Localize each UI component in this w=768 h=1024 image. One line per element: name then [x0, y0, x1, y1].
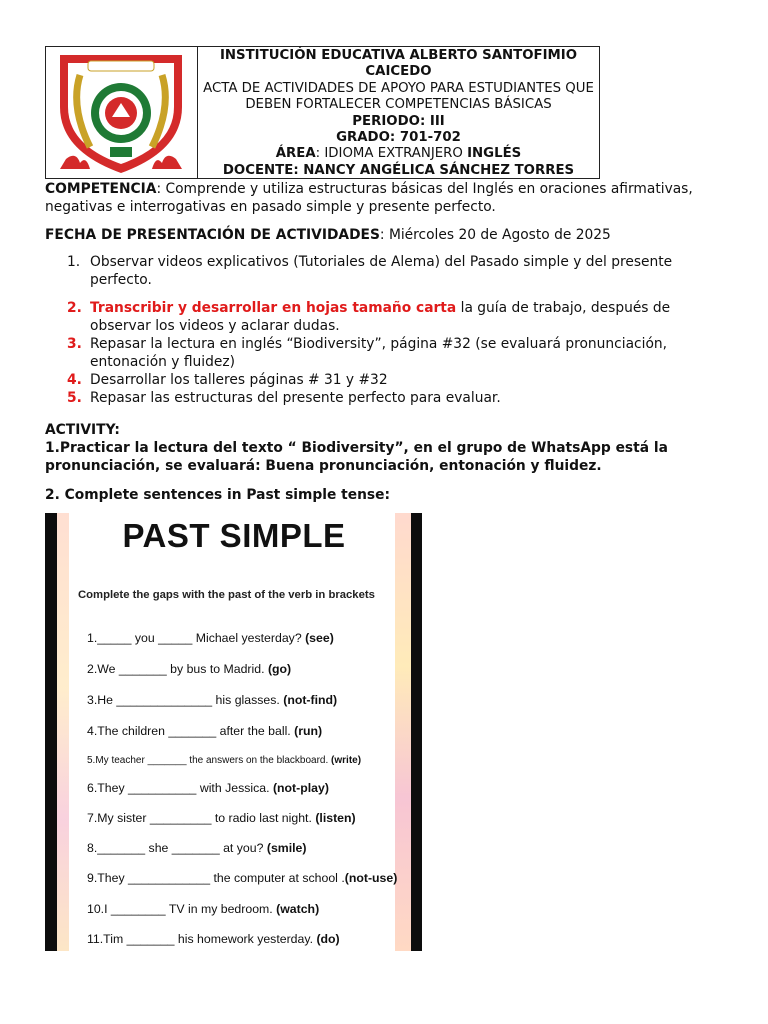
worksheet-item: 3.He ______________ his glasses. (not-find) — [87, 693, 338, 707]
worksheet-item: 10.I ________ TV in my bedroom. (watch) — [87, 902, 320, 916]
task-list — [45, 253, 705, 407]
school-logo-cell — [46, 47, 198, 178]
document-header — [45, 46, 600, 179]
docente-line: DOCENTE: NANCY ANGÉLICA SÁNCHEZ TORRES — [222, 162, 575, 178]
periodo-line: PERIODO: III — [352, 113, 445, 129]
worksheet-item: 9.They ____________ the computer at school .(not-use) — [87, 871, 398, 885]
area-line: ÁREA: IDIOMA EXTRANJERO INGLÉS — [275, 146, 522, 162]
worksheet-page — [57, 513, 411, 951]
task-item: 5. Repasar las estructuras del presente perfecto para evaluar. — [67, 390, 501, 406]
header-text — [198, 47, 599, 179]
worksheet-title: PAST SIMPLE — [122, 517, 346, 554]
institution-name: INSTITUCIÓN EDUCATIVA ALBERTO SANTOFIMIO CAICEDO — [219, 48, 578, 80]
worksheet-item: 2.We _______ by bus to Madrid. (go) — [87, 662, 292, 676]
worksheet-item: 7.My sister _________ to radio last night. (listen) — [87, 811, 356, 825]
worksheet-item: 1._____ you _____ Michael yesterday? (see) — [87, 631, 334, 645]
activity-item-1: 1.Practicar la lectura del texto “ Biodiversity”, en el grupo de WhatsApp está la pronunciación, se evaluará: Buena pronunciación, entonación y fluidez. — [45, 440, 668, 474]
worksheet-item: 11.Tim _______ his homework yesterday. (do) — [87, 932, 340, 946]
task-item: 3. Repasar la lectura en inglés “Biodiversity”, página #32 (se evaluará pronunciación, entonación y fluidez) — [67, 336, 668, 370]
school-crest-logo — [46, 47, 196, 177]
task-item: 2. Transcribir y desarrollar en hojas tamaño carta la guía de trabajo, después de observar los videos y aclarar dudas. — [67, 300, 671, 334]
task-item: 4. Desarrollar los talleres páginas # 31 y #32 — [67, 372, 388, 388]
competencia-paragraph: COMPETENCIA: Comprende y utiliza estructuras básicas del Inglés en oraciones afirmativas, negativas e interrogativas en pasado simple y presente perfecto. — [45, 181, 693, 215]
acta-title: ACTA DE ACTIVIDADES DE APOYO PARA ESTUDIANTES QUE DEBEN FORTALECER COMPETENCIAS BÁSICAS — [203, 80, 594, 113]
worksheet-item: 5.My teacher _______ the answers on the blackboard. (write) — [87, 755, 362, 766]
task-item: 1. Observar videos explicativos (Tutoriales de Alema) del Pasado simple y del presente perfecto. — [67, 254, 673, 288]
worksheet-item: 6.They __________ with Jessica. (not-play) — [87, 781, 329, 795]
past-simple-worksheet-image — [45, 513, 422, 951]
fecha-paragraph: FECHA DE PRESENTACIÓN DE ACTIVIDADES: Miércoles 20 de Agosto de 2025 — [45, 227, 611, 243]
worksheet-item: 4.The children _______ after the ball. (run) — [87, 724, 323, 738]
activity-heading: ACTIVITY: — [45, 422, 120, 438]
grado-line: GRADO: 701-702 — [336, 130, 461, 146]
watercolor-decoration-right — [395, 513, 411, 951]
watercolor-decoration-left — [57, 513, 69, 951]
worksheet-item: 8._______ she _______ at you? (smile) — [87, 841, 307, 855]
activity-item-2: 2. Complete sentences in Past simple tense: — [45, 487, 391, 503]
worksheet-instruction: Complete the gaps with the past of the verb in brackets — [78, 589, 375, 601]
